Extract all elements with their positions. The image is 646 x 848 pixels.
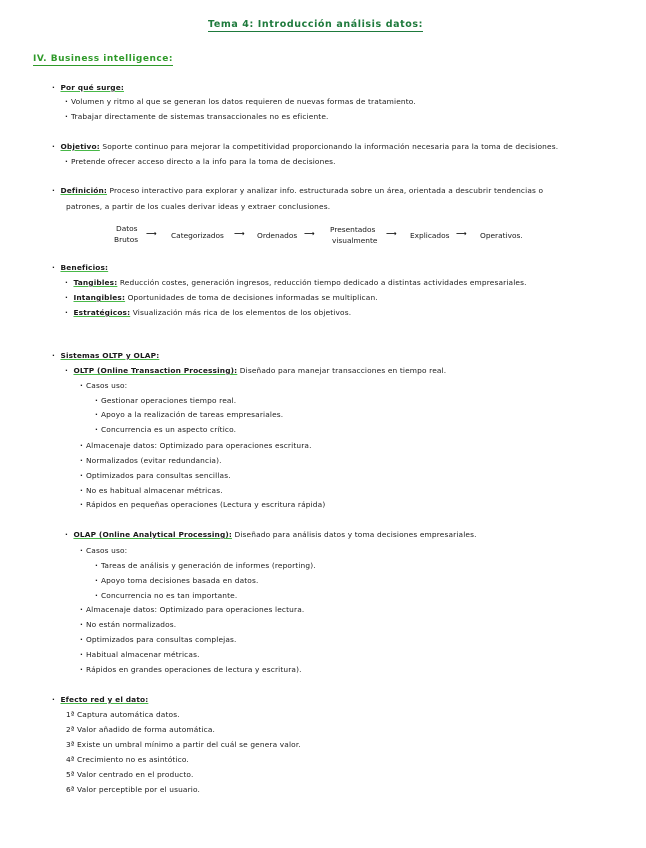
olap-item-1: · Almacenaje datos: Optimizado para operaciones lectura. — [80, 605, 304, 615]
olap-label: OLAP (Online Analytical Processing): — [73, 530, 233, 539]
flow-datos: Datos — [116, 224, 138, 233]
flow-operativos: Operativos. — [480, 231, 523, 240]
olap-caso-1: · Tareas de análisis y generación de informes (reporting). — [95, 561, 316, 571]
olap-item-3: · Optimizados para consultas complejas. — [80, 635, 237, 645]
objetivo-line — [52, 142, 558, 152]
oltp-item-2: · Normalizados (evitar redundancia). — [80, 456, 222, 466]
oltp-label: OLTP (Online Transaction Processing): — [73, 366, 238, 375]
objetivo-label: Objetivo: — [60, 142, 100, 151]
flow-ordenados: Ordenados — [257, 231, 298, 240]
efecto-heading — [52, 695, 148, 705]
efecto-item-3: 3ª Existe un umbral mínimo a partir del cuál se genera valor. — [66, 740, 301, 749]
oltp-caso-2: · Apoyo a la realización de tareas empresariales. — [95, 410, 283, 420]
por-que-heading — [52, 83, 124, 93]
olap-line — [65, 530, 477, 540]
oltp-line — [65, 366, 446, 376]
tangibles-label: Tangibles: — [73, 278, 118, 287]
por-que-item-1: · Volumen y ritmo al que se generan los datos requieren de nuevas formas de tratamiento. — [65, 97, 416, 107]
efecto-item-1: 1ª Captura automática datos. — [66, 710, 180, 719]
oltp-item-3: · Optimizados para consultas sencillas. — [80, 471, 231, 481]
flow-presentados: Presentados — [330, 225, 376, 234]
beneficio-tangibles — [65, 278, 527, 288]
page-title: Tema 4: Introducción análisis datos: — [208, 19, 424, 30]
beneficio-estrategicos — [65, 308, 351, 318]
efecto-item-5: 5ª Valor centrado en el producto. — [66, 770, 194, 779]
estrategicos-text: Visualización más rica de los elementos de los objetivos. — [132, 308, 352, 317]
beneficios-label: Beneficios: — [60, 263, 109, 272]
olap-item-4: · Habitual almacenar métricas. — [80, 650, 200, 660]
flow-visualmente: visualmente — [332, 236, 378, 245]
estrategicos-label: Estratégicos: — [73, 308, 131, 317]
oltp-casos-label: · Casos uso: — [80, 381, 127, 391]
efecto-label: Efecto red y el dato: — [60, 695, 149, 704]
flow-arrow-3: ⟶ — [304, 229, 315, 238]
intangibles-label: Intangibles: — [73, 293, 126, 302]
sistemas-heading — [52, 351, 159, 361]
olap-item-5: · Rápidos en grandes operaciones de lectura y escritura). — [80, 665, 302, 675]
definicion-text: Proceso interactivo para explorar y analizar info. estructurada sobre un área, orientada a descubrir tendencias o — [109, 186, 544, 195]
por-que-item-2: · Trabajar directamente de sistemas transaccionales no es eficiente. — [65, 112, 329, 122]
definicion-text-2: patrones, a partir de los cuales derivar ideas y extraer conclusiones. — [66, 202, 331, 211]
por-que-label: Por qué surge: — [60, 83, 124, 92]
flow-arrow-1: ⟶ — [146, 229, 157, 238]
efecto-item-2: 2ª Valor añadido de forma automática. — [66, 725, 216, 734]
oltp-caso-3: · Concurrencia es un aspecto crítico. — [95, 425, 236, 435]
objetivo-text: Soporte continuo para mejorar la competitividad proporcionando la información necesaria para la toma de decisiones. — [102, 142, 559, 151]
efecto-item-6: 6ª Valor perceptible por el usuario. — [66, 785, 201, 794]
definicion-label: Definición: — [60, 186, 108, 195]
olap-text: Diseñado para análisis datos y toma decisiones empresariales. — [234, 530, 477, 539]
beneficio-intangibles — [65, 293, 378, 303]
olap-caso-3: · Concurrencia no es tan importante. — [95, 591, 237, 601]
definicion-line — [52, 186, 543, 196]
flow-arrow-5: ⟶ — [456, 229, 467, 238]
oltp-item-5: · Rápidos en pequeñas operaciones (Lectura y escritura rápida) — [80, 500, 325, 510]
olap-item-2: · No están normalizados. — [80, 620, 176, 630]
flow-arrow-4: ⟶ — [386, 229, 397, 238]
flow-explicados: Explicados — [410, 231, 450, 240]
sistemas-label: Sistemas OLTP y OLAP: — [60, 351, 160, 360]
intangibles-text: Oportunidades de toma de decisiones informadas se multiplican. — [127, 293, 378, 302]
olap-casos-label: · Casos uso: — [80, 546, 127, 556]
oltp-caso-1: · Gestionar operaciones tiempo real. — [95, 396, 236, 406]
efecto-item-4: 4ª Crecimiento no es asintótico. — [66, 755, 189, 764]
objetivo-item-1: · Pretende ofrecer acceso directo a la info para la toma de decisiones. — [65, 157, 336, 167]
flow-categorizados: Categorizados — [171, 231, 224, 240]
section-heading: IV. Business intelligence: — [33, 54, 173, 64]
olap-caso-2: · Apoyo toma decisiones basada en datos. — [95, 576, 258, 586]
flow-arrow-2: ⟶ — [234, 229, 245, 238]
beneficios-heading — [52, 263, 108, 273]
oltp-text: Diseñado para manejar transacciones en tiempo real. — [239, 366, 447, 375]
oltp-item-4: · No es habitual almacenar métricas. — [80, 486, 223, 496]
oltp-item-1: · Almacenaje datos: Optimizado para operaciones escritura. — [80, 441, 312, 451]
tangibles-text: Reducción costes, generación ingresos, reducción tiempo dedicado a distintas actividades empresariales. — [119, 278, 527, 287]
flow-brutos: Brutos — [114, 235, 139, 244]
